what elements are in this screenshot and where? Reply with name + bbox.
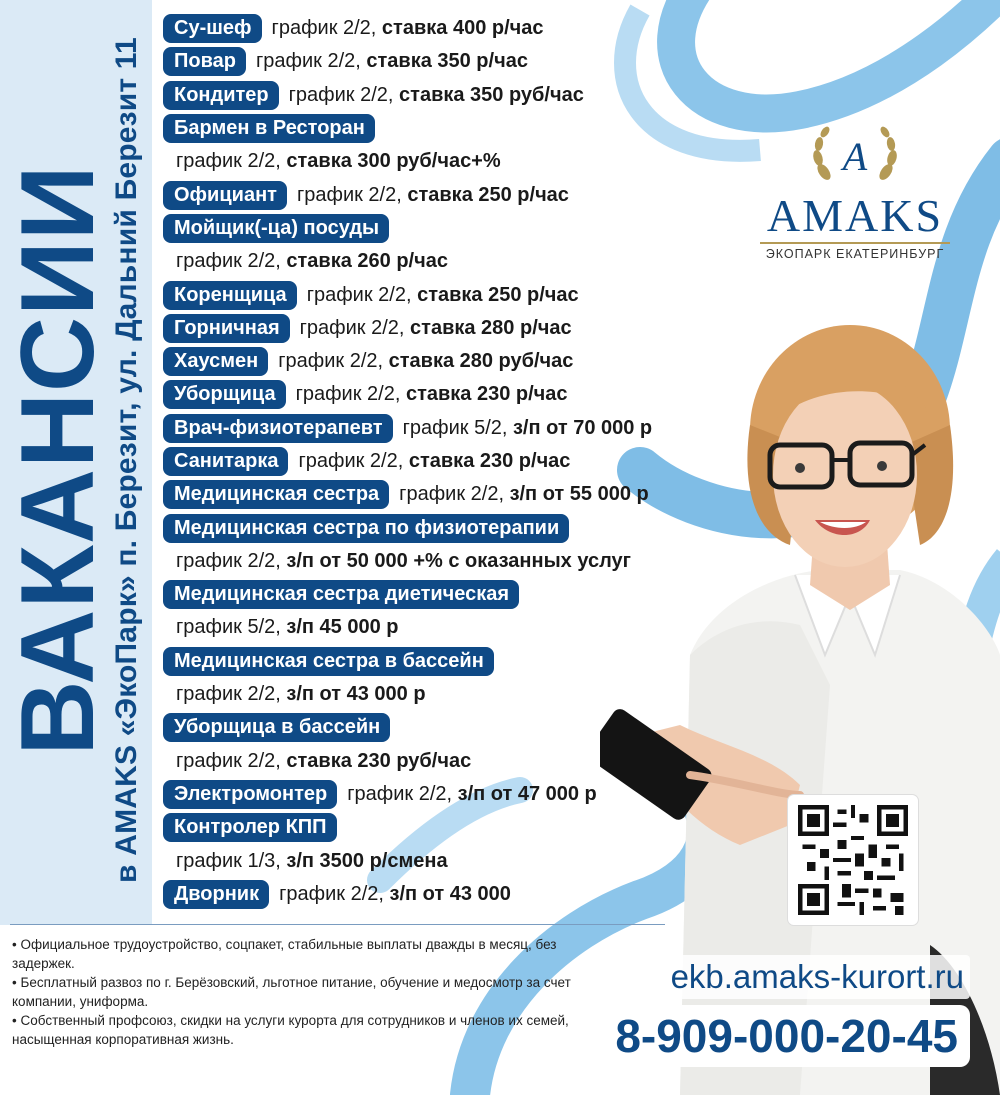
vacancy-details: график 5/2, з/п 45 000 р xyxy=(176,616,399,639)
vacancy-title: Повар xyxy=(163,47,246,76)
vacancy-details: график 2/2, ставка 230 р/час xyxy=(298,450,571,472)
vacancy-title: Санитарка xyxy=(163,447,288,476)
vacancy-title: Контролер КПП xyxy=(163,813,337,842)
vacancy-title: Коренщица xyxy=(163,281,297,310)
vacancy-details: график 2/2, з/п от 43 000 xyxy=(279,882,511,905)
vacancy-details: график 2/2, з/п от 43 000 р xyxy=(176,683,426,706)
vacancy-details: график 2/2, ставка 300 руб/час+% xyxy=(176,150,501,173)
vacancy-title: Электромонтер xyxy=(163,780,337,809)
vacancy-details: график 2/2, ставка 400 р/час xyxy=(271,17,544,40)
vacancy-item xyxy=(163,212,763,245)
page-subtitle: в AMAKS «ЭкоПарк» п. Березит, ул. Дальний Березит 11 xyxy=(110,37,143,883)
vacancy-details: график 2/2, ставка 280 р/час xyxy=(299,316,572,339)
qr-code[interactable] xyxy=(788,795,918,925)
vacancy-details-row xyxy=(163,145,763,178)
vacancy-details: график 2/2, ставка 350 р/час xyxy=(255,50,528,73)
page-title: ВАКАНСИИ xyxy=(0,164,116,756)
vacancy-title: Кондитер xyxy=(163,81,279,110)
vacancy-details: график 2/2, ставка 230 руб/час xyxy=(176,749,472,772)
vacancy-details: график 5/2, з/п от 70 000 р xyxy=(402,416,653,439)
vacancy-title: Официант xyxy=(163,181,287,210)
vacancy-item xyxy=(163,112,763,145)
vacancy-details: график 1/3, з/п 3500 р/смена xyxy=(176,849,448,872)
logo-brand: AMAKS xyxy=(766,190,944,241)
website-link[interactable]: ekb.amaks-kurort.ru xyxy=(603,955,970,999)
benefit-item: • Собственный профсоюз, скидки на услуги курорта для сотрудников и членов их семей, насыщенная корпоративная жизнь. xyxy=(12,1013,569,1047)
benefits-list xyxy=(12,935,602,1049)
logo-place: ЭКОПАРК ЕКАТЕРИНБУРГ xyxy=(765,247,945,261)
laurel-wreath-icon xyxy=(810,120,900,192)
vacancy-item xyxy=(163,45,763,78)
vacancy-item xyxy=(163,178,763,211)
vacancy-details: график 2/2, з/п от 50 000 +% с оказанных услуг xyxy=(176,549,631,572)
vacancy-details: график 2/2, з/п от 55 000 р xyxy=(399,483,649,506)
vacancy-title: Медицинская сестра по физиотерапии xyxy=(163,514,569,543)
vacancy-title: Дворник xyxy=(163,880,269,909)
logo-monogram: A xyxy=(842,134,868,179)
vacancy-title: Су-шеф xyxy=(163,14,262,43)
vacancy-title: Медицинская сестра xyxy=(163,480,389,509)
vacancy-title: Мойщик(-ца) посуды xyxy=(163,214,389,243)
vacancy-details-row xyxy=(163,245,763,278)
bottom-divider xyxy=(10,924,665,925)
vacancy-title: Бармен в Ресторан xyxy=(163,114,375,143)
vacancy-item xyxy=(163,278,763,311)
contacts xyxy=(603,955,970,1067)
benefit-item: • Бесплатный развоз по г. Берёзовский, льготное питание, обучение и медосмотр за счет компании, униформа. xyxy=(12,975,571,1009)
vacancy-title: Уборщица в бассейн xyxy=(163,713,390,742)
amaks-logo xyxy=(755,120,955,261)
vacancy-title: Уборщица xyxy=(163,380,286,409)
vacancy-title: Хаусмен xyxy=(163,347,268,376)
vacancy-details: график 2/2, з/п от 47 000 р xyxy=(347,782,597,805)
vacancy-title: Врач-физиотерапевт xyxy=(163,414,393,443)
vacancy-details: график 2/2, ставка 230 р/час xyxy=(295,383,568,406)
phone-number[interactable]: 8-909-000-20-45 xyxy=(603,1005,970,1067)
vacancy-details: график 2/2, ставка 260 р/час xyxy=(176,250,448,273)
vacancy-item xyxy=(163,79,763,112)
benefit-item: • Официальное трудоустройство, соцпакет, стабильные выплаты дважды в месяц, без задержек. xyxy=(12,937,557,971)
vacancy-title: Медицинская сестра диетическая xyxy=(163,580,519,609)
vacancy-details: график 2/2, ставка 250 р/час xyxy=(296,183,569,206)
vacancy-details: график 2/2, ставка 280 руб/час xyxy=(278,350,574,373)
vacancy-item xyxy=(163,12,763,45)
vacancy-details: график 2/2, ставка 350 руб/час xyxy=(288,83,584,106)
vertical-heading xyxy=(0,30,148,890)
vacancy-title: Медицинская сестра в бассейн xyxy=(163,647,494,676)
vacancy-title: Горничная xyxy=(163,314,290,343)
logo-divider xyxy=(760,242,950,244)
vacancy-details: график 2/2, ставка 250 р/час xyxy=(306,283,579,306)
